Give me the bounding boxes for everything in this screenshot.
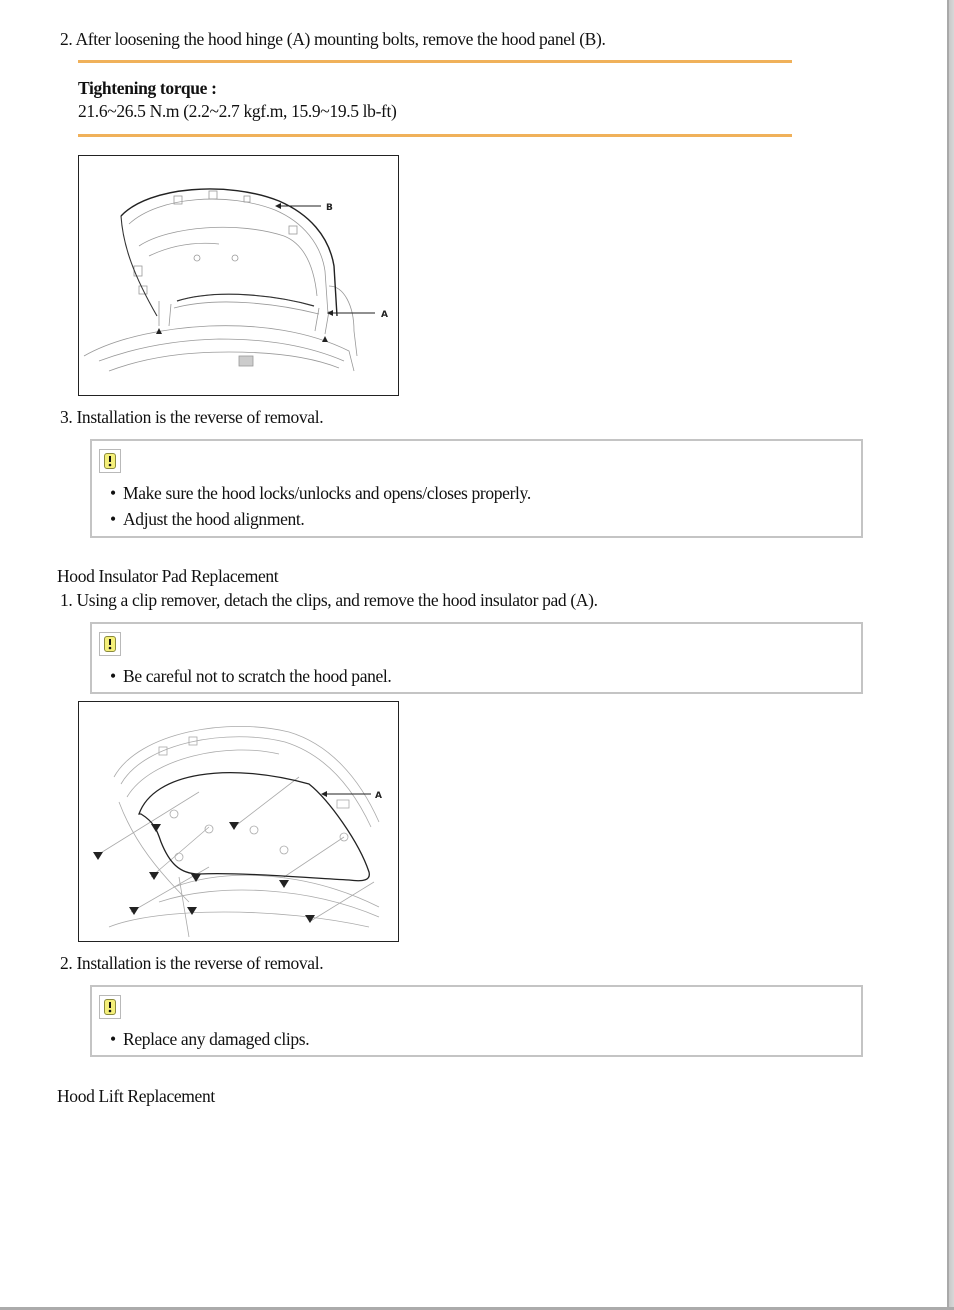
figure-hood-panel [78,155,399,396]
hood-panel-illustration [79,156,397,394]
caution-note-1 [90,439,863,538]
figure-insulator-pad [78,701,399,942]
caution-note-2 [90,622,863,694]
label-a: A [381,310,388,320]
note-1-bullet-1: • Make sure the hood locks/unlocks and opens/closes properly. [110,483,531,503]
insulator-step-2-text: 2. Installation is the reverse of removal. [60,953,324,973]
label-b: B [326,203,333,213]
caution-note-3 [90,985,863,1057]
step-3-text: 3. Installation is the reverse of removal. [60,407,324,427]
caution-icon [99,995,121,1019]
insulator-pad-illustration [79,702,397,940]
step-2-text: 2. After loosening the hood hinge (A) mounting bolts, remove the hood panel (B). [60,29,606,49]
torque-rule-top [78,60,792,63]
insulator-step-1-text: 1. Using a clip remover, detach the clips, and remove the hood insulator pad (A). [60,590,598,610]
page-edge-right [947,0,954,1310]
note-2-bullet-1: • Be careful not to scratch the hood panel. [110,666,392,686]
caution-icon [99,632,121,656]
note-3-bullet-1: • Replace any damaged clips. [110,1029,310,1049]
torque-value: 21.6~26.5 N.m (2.2~2.7 kgf.m, 15.9~19.5 lb-ft) [78,101,397,121]
torque-rule-bottom [78,134,792,137]
section-heading-hood-lift: Hood Lift Replacement [57,1086,215,1106]
note-1-bullet-2: • Adjust the hood alignment. [110,509,305,529]
section-heading-insulator: Hood Insulator Pad Replacement [57,566,279,586]
caution-icon [99,449,121,473]
torque-title: Tightening torque : [78,78,217,98]
label-a: A [375,791,382,801]
